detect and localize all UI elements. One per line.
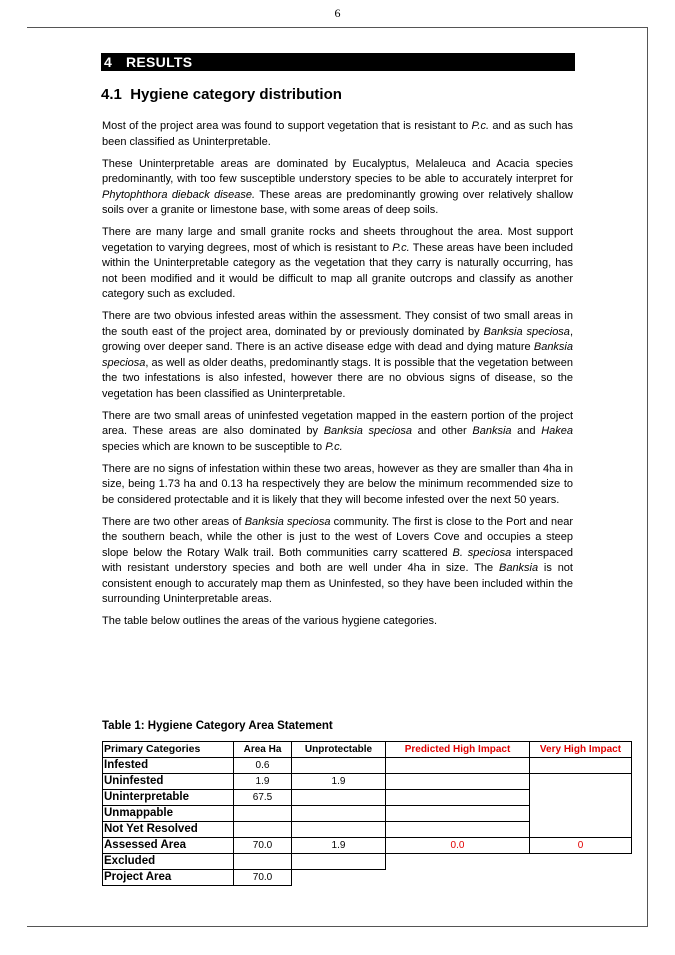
cell-very-high: 0 <box>530 838 632 854</box>
cell-unprotectable <box>292 806 386 822</box>
paragraph <box>102 225 573 303</box>
cell-predicted <box>386 822 530 838</box>
header-primary-categories: Primary Categories <box>103 742 234 758</box>
italic-text: Banksia speciosa <box>102 341 573 369</box>
cell-unprotectable <box>292 790 386 806</box>
cell-very-high <box>530 758 632 774</box>
cell-predicted: 0.0 <box>386 838 530 854</box>
text-run: There are no signs of infestation within these two areas, however as they are smaller than 4ha in size, being 1.73 ha and 0.13 ha respectively they are below the minimum recommended size to be considered protectable and it is likely that they will become infested over the next 50 years. <box>102 462 573 506</box>
italic-text: Banksia <box>472 425 512 437</box>
table-row <box>103 774 632 790</box>
text-run: There are two obvious infested areas within the assessment. They consist of two small areas in the south east of the project area, dominated by or previously dominated by <box>102 310 573 338</box>
paragraph <box>102 119 573 150</box>
cell-category: Infested <box>103 758 234 774</box>
cell-area: 1.9 <box>234 774 292 790</box>
cell-unprotectable <box>292 758 386 774</box>
cell-very-high <box>530 790 632 806</box>
paragraph <box>102 157 573 219</box>
paragraph <box>102 409 573 456</box>
cell-predicted <box>386 758 530 774</box>
text-run: There are two other areas of <box>102 515 245 528</box>
cell-area <box>234 806 292 822</box>
cell-category: Uninfested <box>103 774 234 790</box>
cell-category: Excluded <box>103 854 234 870</box>
cell-category: Not Yet Resolved <box>103 822 234 838</box>
subsection-title: Hygiene category distribution <box>130 86 342 103</box>
cell-area <box>234 854 292 870</box>
text-run: species which are known to be susceptible to <box>102 440 326 453</box>
header-area-ha: Area Ha <box>234 742 292 758</box>
header-unprotectable: Unprotectable <box>292 742 386 758</box>
text-run: , as well as older deaths, predominantly stags. It is possible that the vegetation between the two infestations is also infested, however there are no obvious signs of disease, so the vegetation has been classified as Uninterpretable. <box>102 356 573 400</box>
text-run: These areas have been included within the Uninterpretable category as the vegetation that they carry is naturally occurring, has not been modified and it would be difficult to map all granite outcrops and classify as another category such as excluded. <box>102 241 573 300</box>
italic-text: Banksia speciosa <box>323 425 412 437</box>
section-number: 4 <box>104 54 112 70</box>
cell-area: 70.0 <box>234 870 292 886</box>
text-run: interspaced with resistant understory species and both are well under 4ha in size. The <box>102 546 573 574</box>
cell-very-high <box>530 774 632 790</box>
text-run: community. The first is close to the Port and near the southern beach, while the other is just to the west of Lovers Cove and occupies a steep slope below the Rotary Walk trail. Both communities carry scattered <box>102 515 573 559</box>
table-row <box>103 806 632 822</box>
text-run: , growing over deeper sand. There is an active disease edge with dead and dying mature <box>102 325 573 353</box>
header-predicted-high-impact: Predicted High Impact <box>386 742 530 758</box>
text-run: and as such has been classified as Uninterpretable. <box>102 120 574 148</box>
section-title: RESULTS <box>126 54 193 70</box>
table-row <box>103 870 632 886</box>
text-run: These Uninterpretable areas are dominated by Eucalyptus, Melaleuca and Acacia species predominantly, with too few susceptible understory species to be able to accurately interpret for <box>102 157 573 185</box>
subsection-heading <box>101 86 342 103</box>
table-row <box>103 854 632 870</box>
italic-text: Banksia speciosa <box>244 515 331 528</box>
table-row <box>103 758 632 774</box>
italic-text: P.c. <box>325 440 343 453</box>
subsection-number: 4.1 <box>101 86 122 103</box>
table-row <box>103 838 632 854</box>
cell-area: 70.0 <box>234 838 292 854</box>
cell-category: Assessed Area <box>103 838 234 854</box>
text-run: is not consistent enough to accurately map them as Uninfested, so they have been included within the surrounding Uninterpretable areas. <box>102 562 573 605</box>
italic-text: P.c. <box>392 241 410 254</box>
paragraph <box>102 309 573 402</box>
cell-predicted <box>386 774 530 790</box>
cell-predicted <box>386 806 530 822</box>
section-heading <box>101 53 575 71</box>
table-header-row <box>103 742 632 758</box>
text-run: These areas are predominantly growing over relatively shallow soils over a granite or limestone base, with some areas of deep soils. <box>102 188 573 216</box>
italic-text: Phytophthora dieback disease. <box>102 188 256 201</box>
text-run: There are many large and small granite rocks and sheets throughout the area. Most support vegetation to varying degrees, most of which is resistant to <box>102 226 573 254</box>
paragraph <box>102 515 573 608</box>
paragraph <box>102 462 573 509</box>
cell-unprotectable <box>292 854 386 870</box>
table-row <box>103 790 632 806</box>
italic-text: Banksia speciosa <box>483 325 570 338</box>
header-very-high-impact: Very High Impact <box>530 742 632 758</box>
cell-unprotectable <box>292 822 386 838</box>
page-number: 6 <box>334 6 341 20</box>
italic-text: P.c. <box>471 120 490 132</box>
cell-category: Uninterpretable <box>103 790 234 806</box>
cell-very-high <box>530 822 632 838</box>
text-run: and <box>511 425 542 437</box>
cell-very-high <box>530 806 632 822</box>
text-run: There are two small areas of uninfested vegetation mapped in the eastern portion of the project area. These areas are also dominated by <box>102 409 573 437</box>
cell-category: Unmappable <box>103 806 234 822</box>
cell-unprotectable: 1.9 <box>292 774 386 790</box>
text-run: Most of the project area was found to support vegetation that is resistant to <box>102 120 472 132</box>
cell-area <box>234 822 292 838</box>
body-text <box>102 119 573 636</box>
cell-area: 67.5 <box>234 790 292 806</box>
cell-area: 0.6 <box>234 758 292 774</box>
italic-text: Hakea <box>541 425 574 437</box>
italic-text: B. speciosa <box>452 546 512 559</box>
cell-category: Project Area <box>103 870 234 886</box>
paragraph <box>102 614 573 630</box>
cell-predicted <box>386 790 530 806</box>
italic-text: Banksia <box>498 562 539 574</box>
table-row <box>103 822 632 838</box>
text-run: The table below outlines the areas of the various hygiene categories. <box>102 615 438 627</box>
cell-unprotectable: 1.9 <box>292 838 386 854</box>
text-run: and other <box>411 425 473 437</box>
table-caption: Table 1: Hygiene Category Area Statement <box>102 720 333 732</box>
hygiene-category-table <box>102 741 632 886</box>
